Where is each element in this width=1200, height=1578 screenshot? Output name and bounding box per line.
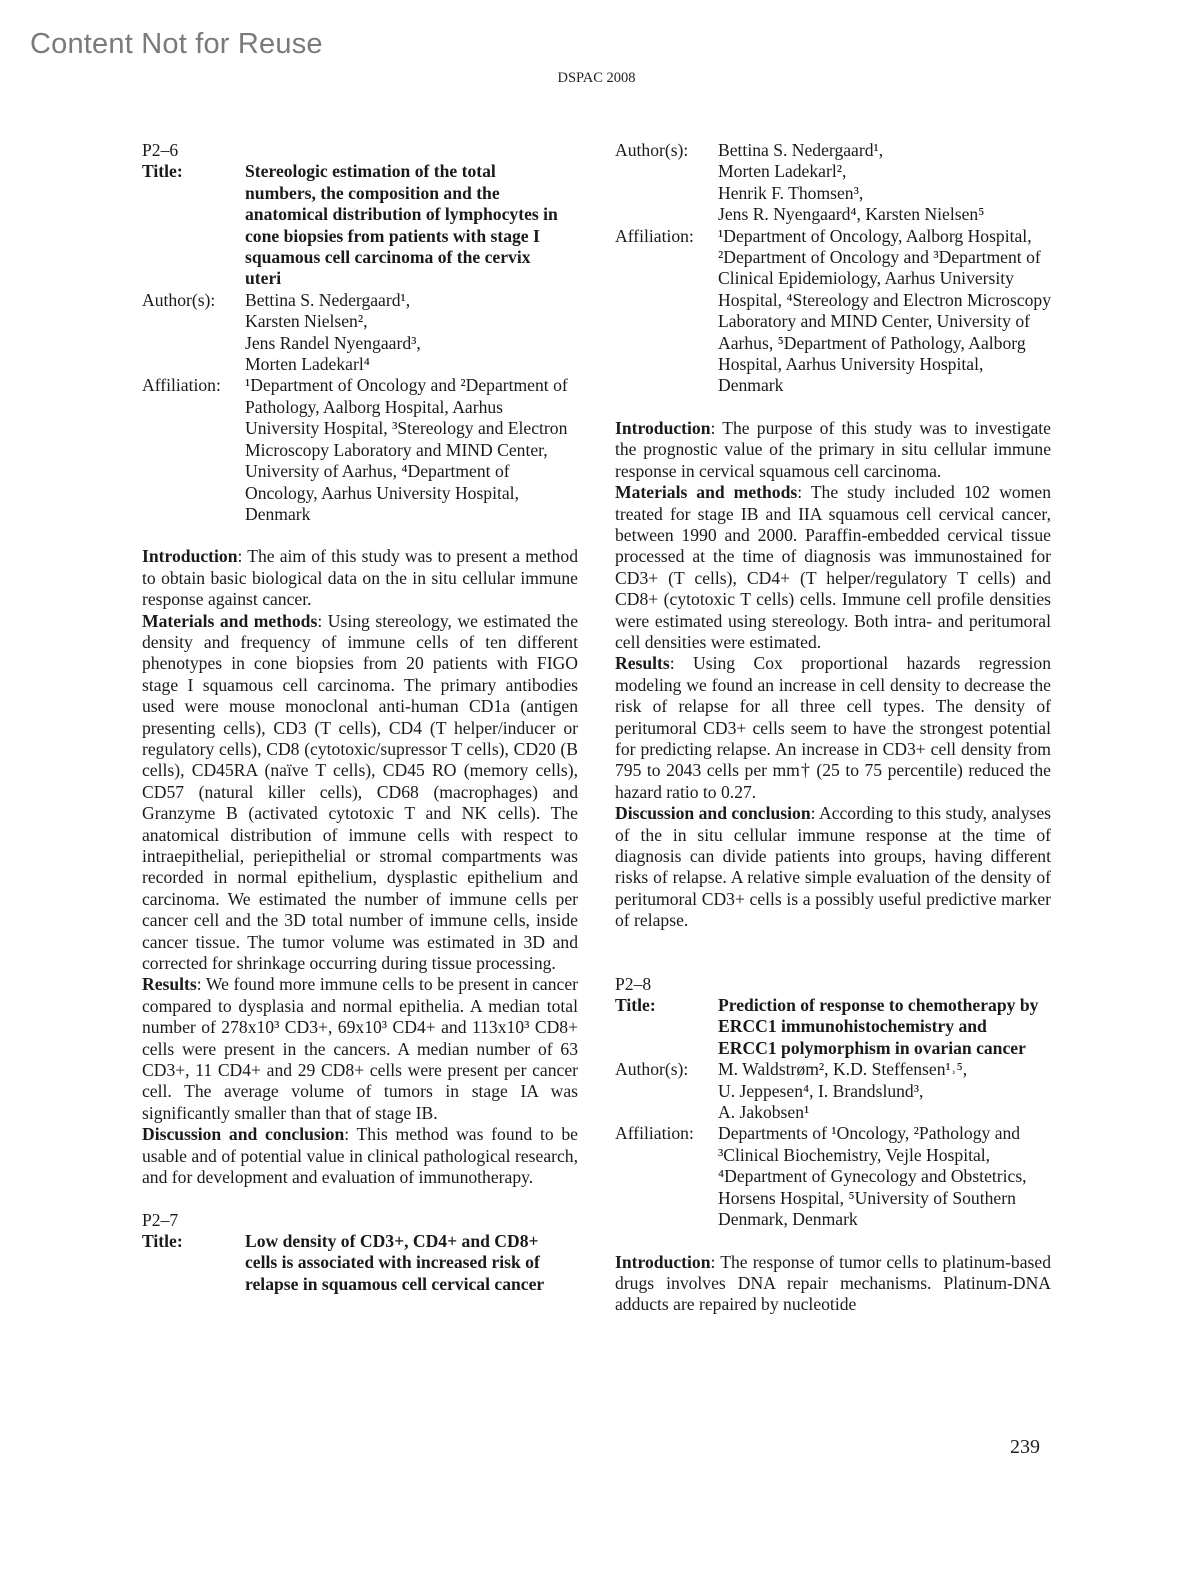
results-paragraph — [142, 974, 578, 1124]
methods-paragraph — [615, 482, 1051, 653]
page-number: 239 — [1010, 1436, 1040, 1458]
results-paragraph — [615, 653, 1051, 803]
introduction-label: Introduction — [615, 417, 711, 438]
author-line: Jens Randel Nyengaard³, — [245, 332, 421, 353]
affiliation-label: Affiliation: — [615, 225, 694, 246]
title-row — [615, 995, 1051, 1059]
results-label: Results — [615, 653, 670, 674]
authors-list — [718, 1059, 1051, 1123]
author-line: U. Jeppesen⁴, I. Brandslund³, — [718, 1080, 924, 1101]
authors-row — [615, 140, 1051, 226]
discussion-text: : According to this study, analyses of the in situ cellular immune response at the time of diagnosis can divide patients into groups, having different risks of relapse. A relative simple evaluation of the density of peritumoral CD3+ cells is a possibly useful predictive marker of relapse. — [615, 803, 1051, 931]
left-column — [142, 140, 578, 1295]
abstract-id: P2–7 — [142, 1209, 179, 1230]
author-line: Bettina S. Nedergaard¹, — [718, 140, 884, 160]
authors-row — [615, 1059, 1051, 1123]
introduction-label: Introduction — [142, 546, 238, 567]
author-line: M. Waldstrøm², K.D. Steffensen¹˒⁵, — [718, 1059, 968, 1080]
affiliation-text: ¹Department of Oncology and ²Department of Pathology, Aalborg Hospital, Aarhus University Hospital, ³Stereology and Electron Microscopy Laboratory and MIND Center, University of Aarhus, ⁴Department of Oncology, Aarhus University Hospital, Denmark — [245, 375, 568, 524]
author-line: Karsten Nielsen², — [245, 311, 368, 332]
introduction-paragraph — [615, 1252, 1051, 1316]
results-text: : We found more immune cells to be present in cancer compared to dysplasia and normal epithelia. A median total number of 278x10³ CD3+, 69x10³ CD4+ and 113x10³ CD8+ cells were present in the cancers. A median number of 63 CD3+, 11 CD4+ and 29 CD8+ cells were present per cancer cell. The average volume of tumors in stage IA was significantly smaller than that of stage IB. — [142, 974, 578, 1123]
authors-row — [142, 290, 578, 376]
methods-label: Materials and methods — [142, 610, 318, 631]
author-line: Jens R. Nyengaard⁴, Karsten Nielsen⁵ — [718, 204, 985, 225]
title-label: Title: — [615, 995, 656, 1016]
affiliation-row — [615, 226, 1051, 397]
introduction-label: Introduction — [615, 1251, 711, 1272]
authors-label: Author(s): — [615, 140, 689, 160]
authors-list — [718, 140, 1051, 226]
discussion-paragraph — [142, 1124, 578, 1188]
affiliation-row — [615, 1123, 1051, 1230]
discussion-label: Discussion and conclusion — [615, 803, 811, 824]
right-column — [615, 140, 1051, 1316]
methods-label: Materials and methods — [615, 482, 798, 503]
methods-paragraph — [142, 611, 578, 975]
results-text: : Using Cox proportional hazards regression modeling we found an increase in cell density to decrease the risk of relapse for all three cell types. The density of peritumoral CD3+ cells seem to have the strongest potential for predicting relapse. An increase in CD3+ cell density from 795 to 2043 cells per mm† (25 to 75 percentile) reduced the hazard ratio to 0.27. — [615, 653, 1051, 802]
methods-text: : Using stereology, we estimated the density and frequency of immune cells of ten different phenotypes in cone biopsies from 20 patients with FIGO stage I squamous cell carcinoma. The primary antibodies used were mouse monoclonal anti-human CD1a (antigen presenting cells), CD3 (T cells), CD4 (T helper/inducer or regulatory cells), CD8 (cytotoxic/supressor T cells), CD20 (B cells), CD45RA (naïve T cells), CD45 RO (memory cells), CD57 (natural killer cells), CD68 (macrophages) and Granzyme B (activated cytotoxic T and NK cells). The anatomical distribution of immune cells with respect to intraepithelial, periepithelial or stromal compartments was recorded in normal epithelium, dysplastic epithelium and carcinoma. We estimated the number of immune cells per cancer cell and the 3D total number of immune cells, inside cancer tissue. The tumor volume was estimated in 3D and corrected for shrinkage occurring during tissue processing. — [142, 610, 579, 974]
authors-list — [245, 290, 578, 376]
title-label: Title: — [142, 161, 183, 182]
affiliation-label: Affiliation: — [142, 375, 221, 396]
abstract-title: Low density of CD3+, CD4+ and CD8+ cells is associated with increased risk of relapse in squamous cell cervical cancer — [245, 1230, 545, 1294]
introduction-text: : The purpose of this study was to investigate the prognostic value of the primary in situ cellular immune response in cervical squamous cell carcinoma. — [615, 417, 1051, 481]
discussion-text: : This method was found to be usable and of potential value in clinical pathological research, and for development and evaluation of immunotherapy. — [142, 1124, 578, 1188]
introduction-text: : The response of tumor cells to platinum-based drugs involves DNA repair mechanisms. Platinum-DNA adducts are repaired by nucleotide — [615, 1251, 1051, 1315]
methods-text: : The study included 102 women treated for stage IB and IIA squamous cell cervical cancer, between 1990 and 2000. Paraffin-embedded cervical tissue processed at the time of diagnosis was immunostained for CD3+ (T cells), CD4+ (T helper/regulatory T cells) and CD8+ (cytotoxic T cells) cells. Immune cell profile densities were estimated using stereology. Both intra- and peritumoral cell densities were estimated. — [615, 482, 1052, 652]
abstract-title: Stereologic estimation of the total numbers, the composition and the anatomical distribution of lymphocytes in cone biopsies from patients with stage I squamous cell carcinoma of the cervix uteri — [245, 161, 558, 289]
abstract-id: P2–6 — [142, 140, 179, 160]
introduction-paragraph — [615, 418, 1051, 482]
authors-label: Author(s): — [142, 289, 216, 310]
title-row — [142, 161, 578, 289]
abstract-p2-6 — [142, 140, 578, 1189]
watermark: Content Not for Reuse — [30, 28, 323, 60]
discussion-label: Discussion and conclusion — [142, 1124, 345, 1145]
abstract-title: Prediction of response to chemotherapy by ERCC1 immunohistochemistry and ERCC1 polymorphism in ovarian cancer — [718, 995, 1039, 1058]
results-label: Results — [142, 974, 197, 995]
author-line: Henrik F. Thomsen³, — [718, 182, 864, 203]
running-head: DSPAC 2008 — [557, 70, 636, 86]
title-label: Title: — [142, 1230, 183, 1251]
author-line: A. Jakobsen¹ — [718, 1102, 810, 1123]
abstract-p2-7-cont — [615, 140, 1051, 932]
abstract-p2-8 — [615, 974, 1051, 1316]
author-line: Morten Ladekarl⁴ — [245, 354, 370, 375]
introduction-paragraph — [142, 546, 578, 610]
author-line: Bettina S. Nedergaard¹, — [245, 289, 411, 310]
authors-label: Author(s): — [615, 1059, 689, 1080]
abstract-id: P2–8 — [615, 973, 652, 994]
introduction-text: : The aim of this study was to present a method to obtain basic biological data on the in situ cellular immune response against cancer. — [142, 546, 578, 610]
affiliation-text: Departments of ¹Oncology, ²Pathology and ³Clinical Biochemistry, Vejle Hospital, ⁴Department of Gynecology and Obstetrics, Horsens Hospital, ⁵University of Southern Denmark, Denmark — [718, 1123, 1027, 1230]
discussion-paragraph — [615, 803, 1051, 931]
affiliation-label: Affiliation: — [615, 1123, 694, 1144]
affiliation-text: ¹Department of Oncology, Aalborg Hospital, ²Department of Oncology and ³Department of Clinical Epidemiology, Aarhus University Hospital, ⁴Stereology and Electron Microscopy Laboratory and MIND Center, University of Aarhus, ⁵Department of Pathology, Aalborg Hospital, Aarhus University Hospital, Denmark — [718, 225, 1052, 396]
abstract-p2-7-start — [142, 1210, 578, 1296]
affiliation-row — [142, 375, 578, 525]
title-row — [142, 1231, 578, 1295]
author-line: Morten Ladekarl², — [718, 161, 847, 182]
